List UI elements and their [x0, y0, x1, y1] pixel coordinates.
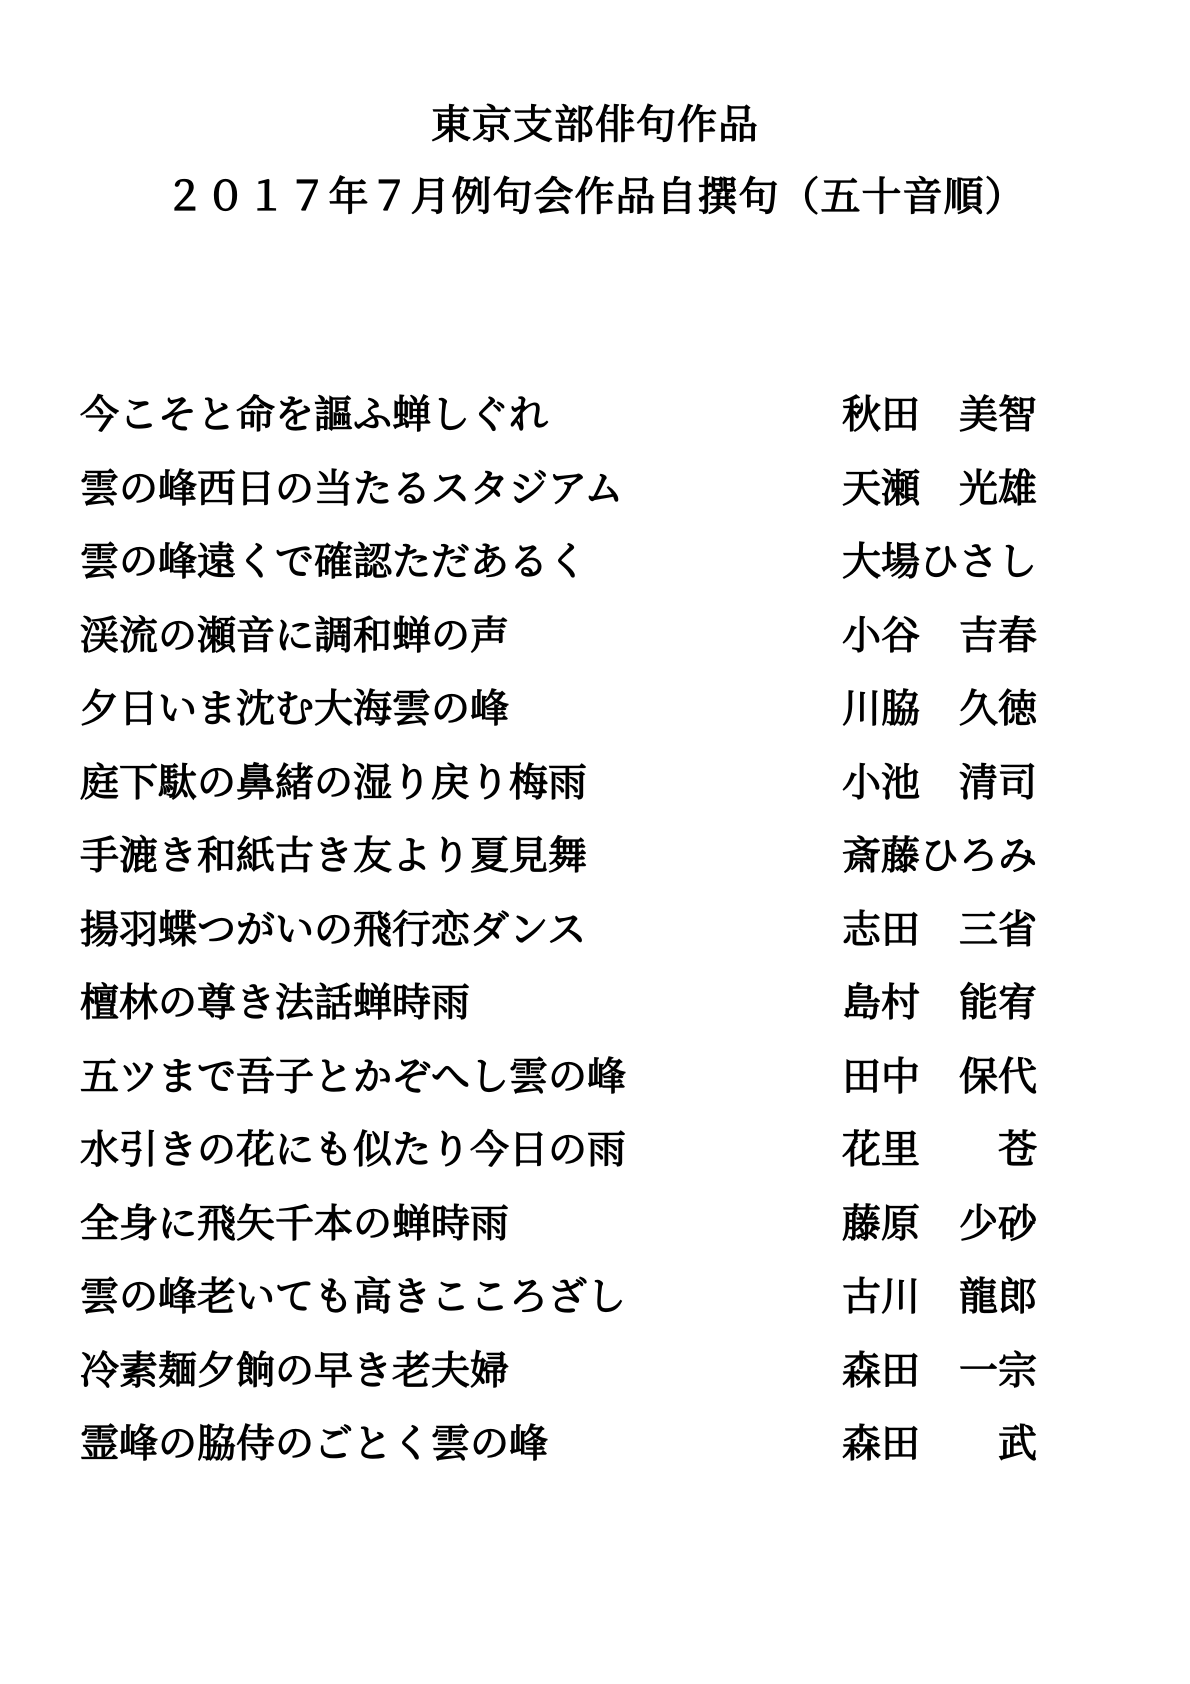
haiku-entry: [80, 532, 1120, 606]
haiku-entry: [80, 1414, 1120, 1488]
haiku-author: 古川 龍郎: [842, 1274, 1038, 1320]
document-title: 東京支部俳句作品: [431, 101, 759, 148]
haiku-text: 手漉き和紙古き友より夏見舞: [80, 833, 588, 879]
haiku-author: 小池 清司: [842, 759, 1038, 806]
haiku-text: 揚羽蝶つがいの飛行恋ダンス: [80, 906, 587, 953]
haiku-author: 川脇 久徳: [842, 686, 1038, 732]
haiku-author: 森田 一宗: [842, 1347, 1038, 1394]
haiku-entry: [80, 679, 1120, 753]
haiku-entry: [80, 1267, 1120, 1341]
haiku-list: [80, 385, 1120, 1488]
haiku-author: 森田 武: [842, 1421, 1038, 1467]
haiku-entry: [80, 459, 1120, 533]
haiku-author: 志田 三省: [842, 906, 1038, 953]
haiku-text: 庭下駄の鼻緒の湿り戻り梅雨: [80, 759, 588, 806]
haiku-text: 霊峰の脇侍のごとく雲の峰: [80, 1421, 549, 1467]
haiku-entry: [80, 973, 1120, 1047]
haiku-author: 小谷 吉春: [842, 612, 1038, 659]
haiku-author: 秋田 美智: [842, 392, 1038, 438]
haiku-text: 雲の峰遠くで確認ただあるく: [80, 539, 588, 585]
haiku-author: 大場ひさし: [842, 539, 1038, 585]
haiku-entry: [80, 606, 1120, 680]
haiku-entry: [80, 1047, 1120, 1121]
haiku-text: 檀林の尊き法話蝉時雨: [80, 980, 471, 1026]
haiku-text: 夕日いま沈む大海雲の峰: [80, 686, 510, 732]
haiku-entry: [80, 1194, 1120, 1268]
haiku-text: 五ツまで吾子とかぞへし雲の峰: [80, 1053, 627, 1100]
haiku-text: 全身に飛矢千本の蝉時雨: [80, 1200, 510, 1247]
haiku-entry: [80, 1341, 1120, 1415]
document-subtitle: ２０１７年７月例句会作品自撰句（五十音順）: [164, 173, 1026, 220]
haiku-author: 藤原 少砂: [842, 1200, 1038, 1247]
haiku-text: 雲の峰西日の当たるスタジアム: [80, 465, 624, 512]
haiku-entry: [80, 1120, 1120, 1194]
haiku-author: 天瀬 光雄: [842, 465, 1038, 512]
haiku-entry: [80, 753, 1120, 827]
haiku-text: 雲の峰老いても高きこころざし: [80, 1274, 627, 1320]
haiku-entry: [80, 900, 1120, 974]
haiku-text: 冷素麺夕餉の早き老夫婦: [80, 1347, 510, 1394]
haiku-author: 斎藤ひろみ: [842, 833, 1038, 879]
haiku-author: 島村 能宥: [842, 980, 1038, 1026]
haiku-text: 今こそと命を謳ふ蝉しぐれ: [80, 392, 549, 438]
haiku-text: 水引きの花にも似たり今日の雨: [80, 1127, 627, 1173]
haiku-entry: [80, 826, 1120, 900]
haiku-text: 渓流の瀬音に調和蝉の声: [80, 612, 510, 659]
haiku-author: 田中 保代: [842, 1053, 1038, 1100]
haiku-entry: [80, 385, 1120, 459]
haiku-author: 花里 苍: [842, 1127, 1038, 1173]
